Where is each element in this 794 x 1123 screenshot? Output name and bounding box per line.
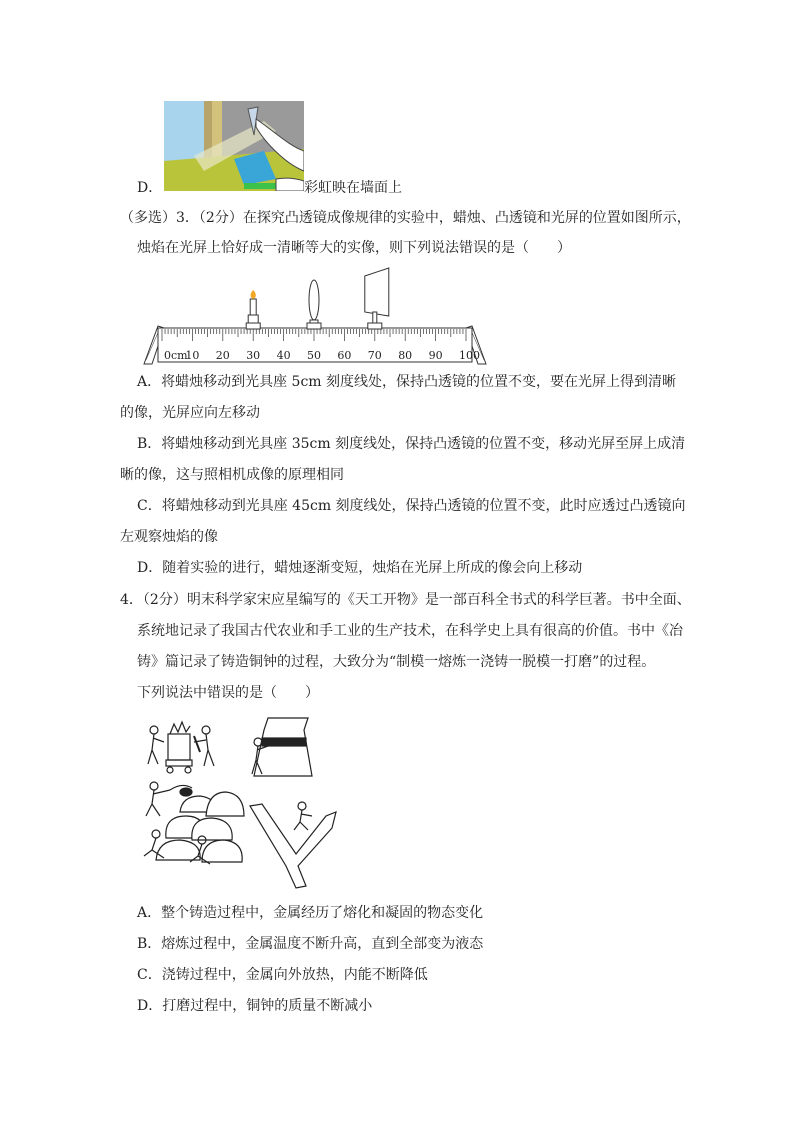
ruler-label: 0cm — [164, 349, 188, 362]
q3-option-b-line1: B．将蜡烛移动到光具座 35cm 刻度线处，保持凸透镜的位置不变，移动光屏至屏上成清 — [137, 436, 686, 452]
q4-option-c: C．浇铸过程中，金属向外放热，内能不断降低 — [137, 967, 428, 983]
ruler-label: 40 — [276, 349, 291, 362]
smelting-scene — [148, 722, 214, 773]
q4-stem-line4: 下列说法中错误的是（ ） — [137, 685, 319, 701]
q4-stem-line3: 铸》篇记录了铸造铜钟的过程，大致分为“制模一熔炼一浇铸一脱模一打磨”的过程。 — [137, 654, 656, 670]
ruler-label: 10 — [185, 349, 200, 362]
prism-window-illustration — [164, 101, 304, 191]
ruler-label: 100 — [459, 349, 480, 362]
pouring-scene — [144, 782, 244, 864]
convex-lens — [307, 280, 321, 329]
q3-option-c-line1: C．将蜡烛移动到光具座 45cm 刻度线处，保持凸透镜的位置不变，此时应透过凸透镜向 — [137, 498, 686, 514]
q3-option-a-line1: A．将蜡烛移动到光具座 5cm 刻度线处，保持凸透镜的位置不变，要在光屏上得到清晰 — [137, 374, 677, 390]
q4-stem-line1: 4．（2分）明末科学家宋应星编写的《天工开物》是一部百科全书式的科学巨著。书中全面、 — [120, 592, 691, 608]
q4-stem-line2: 系统地记录了我国古代农业和手工业的生产技术，在科学史上具有很高的价值。书中《冶 — [137, 623, 683, 639]
q2-option-d-text: 彩虹映在墙面上 — [304, 180, 402, 196]
q3-option-c-line2: 左观察烛焰的像 — [120, 529, 218, 545]
ruler-label: 70 — [367, 349, 382, 362]
ruler-label: 30 — [246, 349, 261, 362]
q3-option-a-line2: 的像，光屏应向左移动 — [120, 405, 260, 421]
q3-stem-line1: （多选）3．（2分）在探究凸透镜成像规律的实验中，蜡烛、凸透镜和光屏的位置如图所示， — [120, 210, 691, 226]
q3-stem-line2: 烛焰在光屏上恰好成一清晰等大的实像，则下列说法错误的是（ ） — [137, 240, 571, 256]
q2-option-d-letter: D． — [137, 180, 163, 196]
q4-option-d: D．打磨过程中，铜钟的质量不断减小 — [137, 998, 373, 1014]
ruler-label: 60 — [337, 349, 352, 362]
q4-option-b: B．熔炼过程中，金属温度不断升高，直到全部变为液态 — [137, 936, 484, 952]
bell-casting-illustration — [136, 716, 346, 892]
q3-option-d: D．随着实验的进行，蜡烛逐渐变短，烛焰在光屏上所成的像会向上移动 — [137, 560, 583, 576]
ruler-label: 20 — [215, 349, 230, 362]
q4-option-a: A．整个铸造过程中，金属经历了熔化和凝固的物态变化 — [137, 905, 484, 921]
q3-option-b-line2: 晰的像，这与照相机成像的原理相同 — [120, 467, 344, 483]
optical-bench-diagram — [138, 266, 492, 366]
light-screen — [365, 268, 389, 329]
ruler-label: 80 — [398, 349, 413, 362]
ruler-label: 90 — [428, 349, 443, 362]
trough-scene — [250, 802, 336, 888]
candle — [246, 290, 260, 329]
ruler-label: 50 — [307, 349, 321, 362]
mould-scene — [252, 718, 312, 776]
